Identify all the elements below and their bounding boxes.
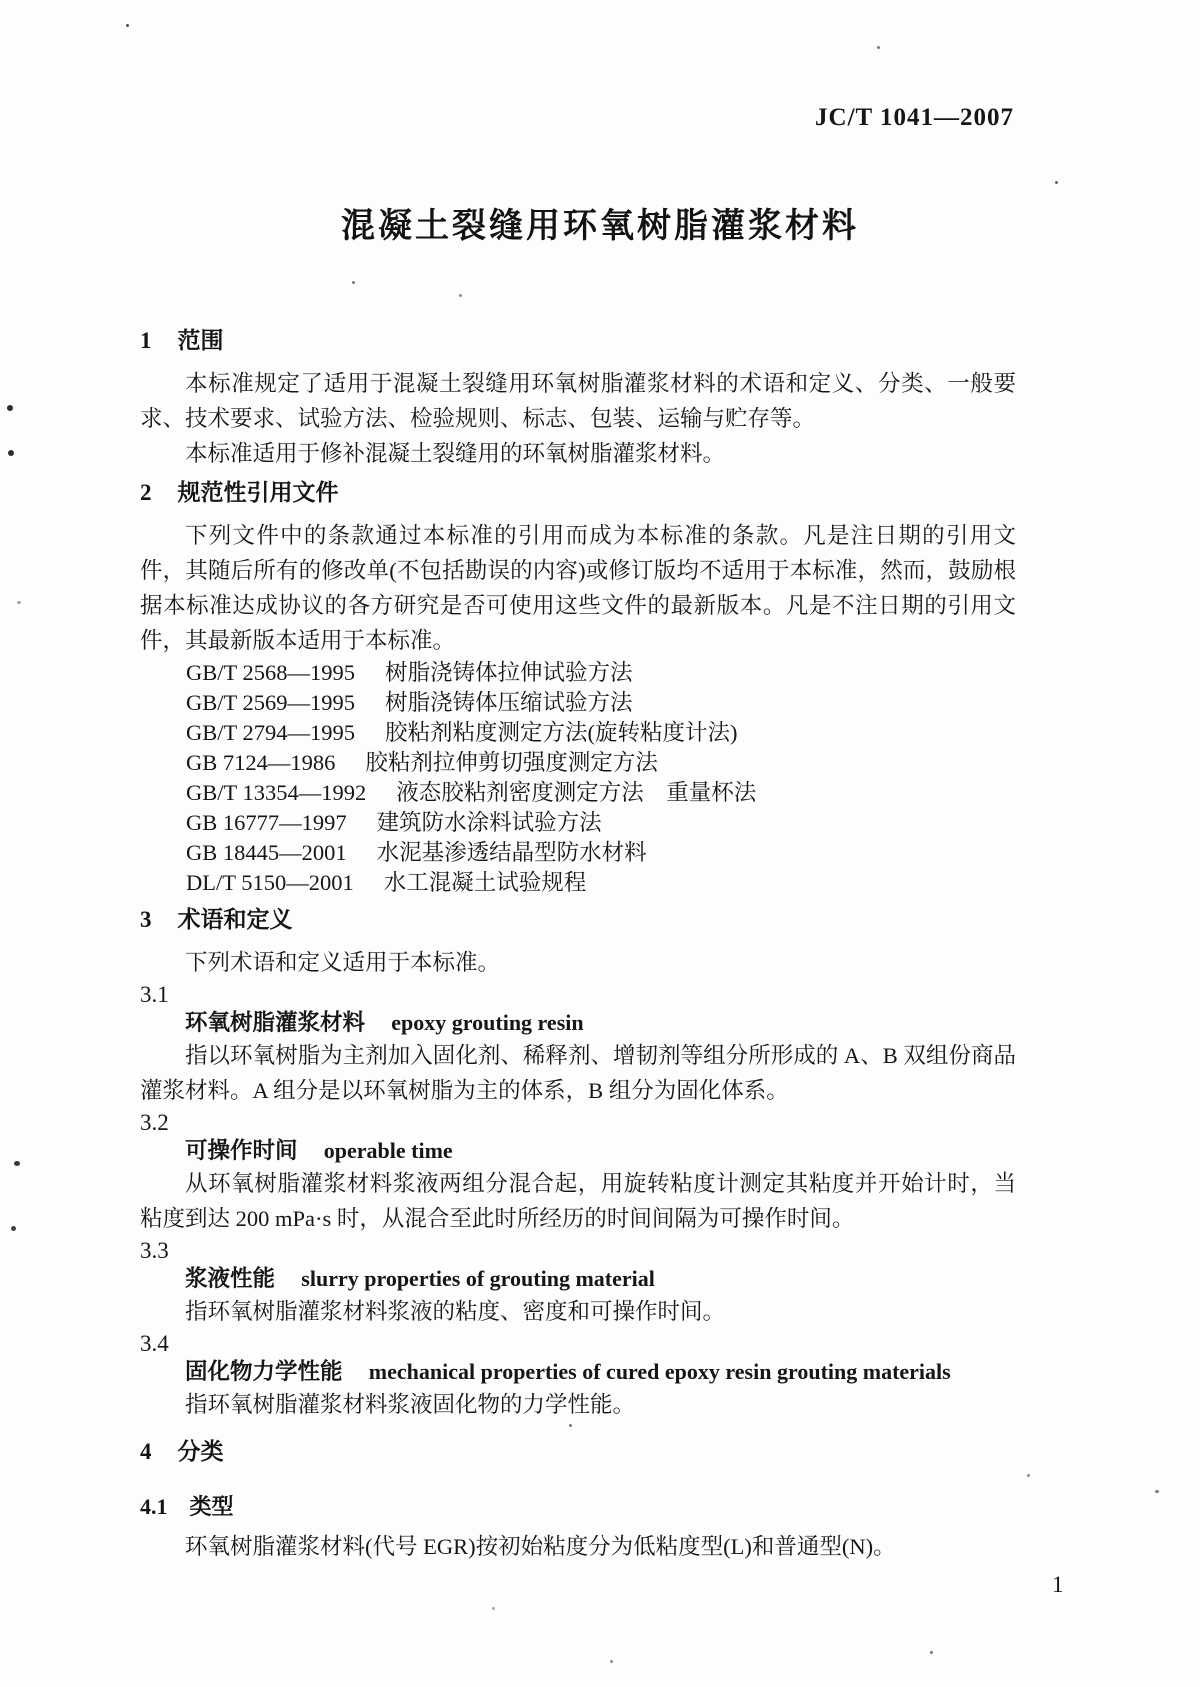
term-number: 3.1 — [140, 982, 169, 1007]
term-heading — [185, 1357, 1016, 1387]
term-definition: 指以环氧树脂为主剂加入固化剂、稀释剂、增韧剂等组分所形成的 A、B 双组份商品灌浆材料。A 组分是以环氧树脂为主的体系，B 组分为固化体系。 — [140, 1043, 1016, 1103]
term-en: slurry properties of grouting material — [301, 1266, 655, 1291]
scan-speck — [459, 294, 462, 297]
scan-speck — [1055, 181, 1058, 184]
scan-speck — [14, 1161, 20, 1166]
term-zh: 固化物力学性能 — [185, 1359, 343, 1384]
scope-paragraph-2: 本标准适用于修补混凝土裂缝用的环氧树脂灌浆材料。 — [185, 441, 726, 466]
section-4-1-heading — [140, 1493, 1016, 1521]
scan-speck — [930, 1651, 933, 1654]
reference-item — [186, 748, 1016, 778]
term-definition: 指环氧树脂灌浆材料浆液的粘度、密度和可操作时间。 — [185, 1299, 726, 1324]
terms-intro: 下列术语和定义适用于本标准。 — [185, 950, 501, 975]
term-heading — [185, 1008, 1016, 1038]
reference-title: 胶粘剂拉伸剪切强度测定方法 — [365, 750, 658, 775]
scan-speck — [7, 405, 13, 411]
term-number: 3.3 — [140, 1238, 169, 1263]
scan-speck — [11, 1226, 16, 1231]
scan-speck — [492, 1607, 495, 1610]
reference-item — [186, 868, 1016, 898]
reference-title: 树脂浇铸体压缩试验方法 — [384, 690, 633, 715]
reference-item — [186, 658, 1016, 688]
scope-paragraph-1: 本标准规定了适用于混凝土裂缝用环氧树脂灌浆材料的术语和定义、分类、一般要求、技术要求、试验方法、检验规则、标志、包装、运输与贮存等。 — [140, 371, 1016, 431]
scan-speck — [877, 46, 880, 49]
term-en: operable time — [323, 1138, 453, 1163]
term-zh: 环氧树脂灌浆材料 — [185, 1010, 366, 1035]
reference-code: GB/T 2794—1995 — [186, 720, 355, 745]
section-2-title: 规范性引用文件 — [177, 479, 339, 505]
document-body — [0, 325, 1200, 1564]
term-zh: 浆液性能 — [185, 1266, 276, 1291]
term-block-3-1 — [140, 981, 1016, 1108]
term-number: 3.4 — [140, 1331, 169, 1356]
section-4-number: 4 — [140, 1439, 152, 1464]
scan-speck — [17, 601, 21, 604]
reference-title: 树脂浇铸体拉伸试验方法 — [384, 660, 633, 685]
section-4-1-number: 4.1 — [140, 1494, 168, 1519]
section-2-heading — [140, 477, 1016, 508]
reference-list — [186, 658, 1016, 898]
document-title: 混凝土裂缝用环氧树脂灌浆材料 — [341, 207, 859, 245]
reference-code: GB 16777—1997 — [186, 810, 347, 835]
normative-references-paragraph: 下列文件中的条款通过本标准的引用而成为本标准的条款。凡是注日期的引用文件，其随后所有的修改单(不包括勘误的内容)或修订版均不适用于本标准，然而，鼓励根据本标准达成协议的各方研究是否可使用这些文件的最新版本。凡是不注日期的引用文件，其最新版本适用于本标准。 — [140, 523, 1016, 653]
section-3-title: 术语和定义 — [177, 906, 293, 932]
scan-speck — [352, 281, 355, 284]
section-1-heading — [140, 325, 1016, 356]
scan-speck — [1027, 1474, 1030, 1477]
standard-code: JC/T 1041—2007 — [815, 104, 1014, 131]
classification-paragraph: 环氧树脂灌浆材料(代号 EGR)按初始粘度分为低粘度型(L)和普通型(N)。 — [185, 1534, 896, 1559]
reference-code: GB/T 13354—1992 — [186, 780, 367, 805]
term-en: mechanical properties of cured epoxy resin grouting materials — [368, 1359, 951, 1384]
reference-item — [186, 718, 1016, 748]
reference-title: 水工混凝土试验规程 — [383, 870, 587, 895]
reference-code: GB/T 2569—1995 — [186, 690, 355, 715]
reference-title: 液态胶粘剂密度测定方法 重量杯法 — [396, 780, 757, 805]
reference-item — [186, 778, 1016, 808]
reference-code: GB/T 2568—1995 — [186, 660, 355, 685]
section-4-heading — [140, 1436, 1016, 1467]
reference-title: 水泥基渗透结晶型防水材料 — [376, 840, 647, 865]
term-block-3-4 — [140, 1330, 1016, 1422]
scan-speck — [8, 450, 14, 456]
reference-code: GB 7124—1986 — [186, 750, 336, 775]
section-3-heading — [140, 904, 1016, 935]
reference-code: DL/T 5150—2001 — [186, 870, 354, 895]
scan-speck — [610, 1660, 613, 1663]
reference-item — [186, 838, 1016, 868]
term-number: 3.2 — [140, 1110, 169, 1135]
term-block-3-2 — [140, 1109, 1016, 1236]
term-block-3-3 — [140, 1237, 1016, 1329]
section-4-title: 分类 — [177, 1438, 224, 1464]
term-heading — [185, 1264, 1016, 1294]
section-1-title: 范围 — [177, 327, 224, 353]
reference-code: GB 18445—2001 — [186, 840, 347, 865]
term-definition: 从环氧树脂灌浆材料浆液两组分混合起，用旋转粘度计测定其粘度并开始计时，当粘度到达 200 mPa·s 时，从混合至此时所经历的时间间隔为可操作时间。 — [140, 1171, 1016, 1231]
reference-title: 胶粘剂粘度测定方法(旋转粘度计法) — [384, 720, 738, 745]
section-1-number: 1 — [140, 328, 152, 353]
section-3-number: 3 — [140, 907, 152, 932]
reference-item — [186, 808, 1016, 838]
reference-item — [186, 688, 1016, 718]
scan-speck — [1155, 1490, 1159, 1493]
term-heading — [185, 1136, 1016, 1166]
term-definition: 指环氧树脂灌浆材料浆液固化物的力学性能。 — [185, 1392, 636, 1417]
term-en: epoxy grouting resin — [391, 1010, 584, 1035]
reference-title: 建筑防水涂料试验方法 — [376, 810, 602, 835]
scan-speck — [126, 24, 129, 27]
term-zh: 可操作时间 — [185, 1138, 298, 1163]
section-2-number: 2 — [140, 480, 152, 505]
section-4-1-title: 类型 — [189, 1494, 234, 1519]
scan-speck — [569, 1424, 572, 1427]
page-number: 1 — [1052, 1572, 1064, 1597]
